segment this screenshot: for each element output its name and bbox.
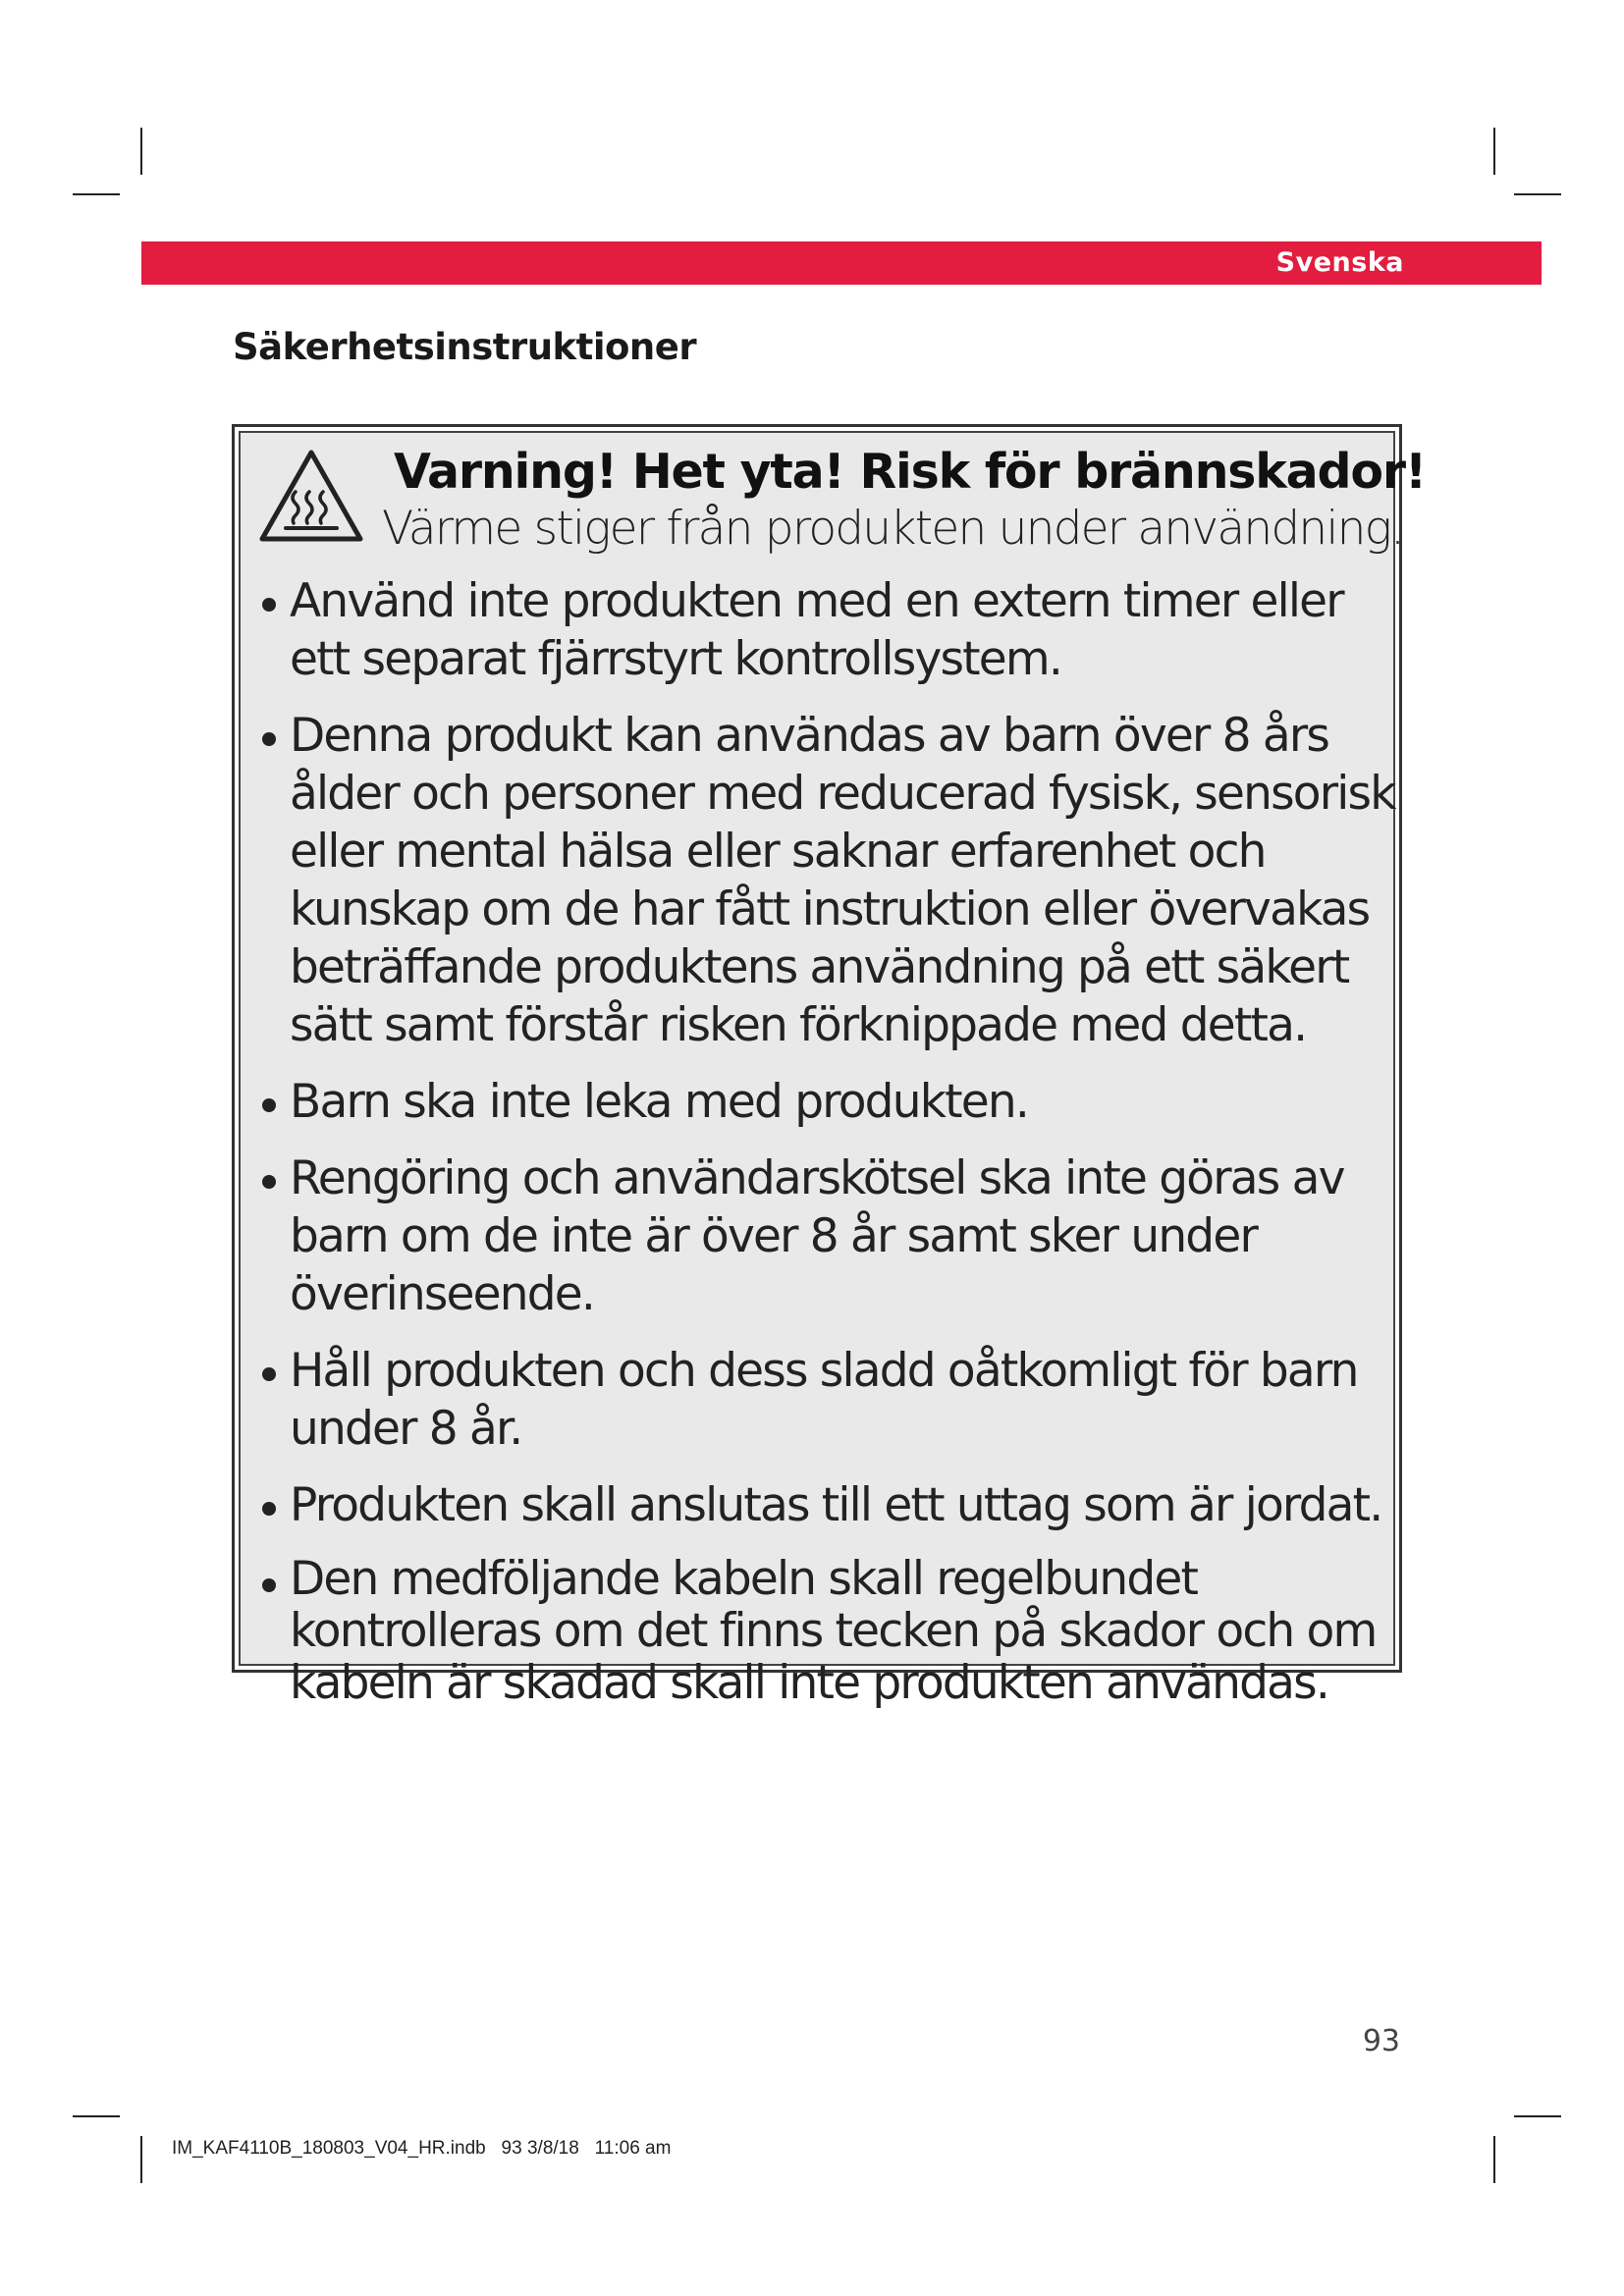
bullet-icon bbox=[262, 732, 276, 746]
bullet-icon bbox=[262, 1578, 276, 1592]
print-slug-file: IM_KAF4110B_180803_V04_HR.indb 93 bbox=[172, 2138, 522, 2159]
language-label: Svenska bbox=[1275, 247, 1404, 278]
list-item-text: Denna produkt kan användas av barn över 8 års ålder och personer med reducerad fysisk, sensorisk eller mental hälsa eller saknar erfarenhet och kunskap om de har fått instruktion eller övervakas beträffande produktens användning på ett säkert sätt samt förstår risken förknippade med detta. bbox=[290, 709, 1395, 1052]
warning-title: Varning! Het yta! Risk för brännskador! bbox=[394, 444, 1426, 500]
hot-surface-warning-icon bbox=[258, 449, 364, 545]
page-number: 93 bbox=[1362, 2024, 1400, 2058]
crop-mark-top-right-vertical bbox=[1493, 128, 1495, 175]
print-slug-date: 3/8/18 11:06 am bbox=[526, 2138, 672, 2159]
list-item-text: Produkten skall anslutas till ett uttag som är jordat. bbox=[290, 1478, 1382, 1532]
list-item bbox=[258, 1073, 1397, 1131]
section-title: Säkerhetsinstruktioner bbox=[233, 326, 697, 368]
warning-subtitle: Värme stiger från produkten under användning. bbox=[382, 502, 1404, 556]
bullet-icon bbox=[262, 1175, 276, 1189]
bullet-icon bbox=[262, 1367, 276, 1381]
crop-mark-bottom-right-horizontal bbox=[1514, 2115, 1561, 2117]
bullet-icon bbox=[262, 598, 276, 612]
list-item bbox=[258, 1149, 1397, 1323]
crop-mark-top-left-vertical bbox=[140, 128, 142, 175]
list-item-text: Den medföljande kabeln skall regelbundet kontrolleras om det finns tecken på skador och om kabeln är skadad skall inte produkten användas. bbox=[290, 1552, 1377, 1710]
list-item-text: Rengöring och användarskötsel ska inte göras av barn om de inte är över 8 år samt sker under överinseende. bbox=[290, 1151, 1344, 1321]
crop-mark-bottom-right-vertical bbox=[1493, 2136, 1495, 2183]
bullet-icon bbox=[262, 1502, 276, 1516]
list-item bbox=[258, 1476, 1397, 1534]
warning-box-inner bbox=[239, 431, 1426, 1710]
list-item-text: Barn ska inte leka med produkten. bbox=[290, 1075, 1028, 1129]
safety-instructions-list bbox=[258, 572, 1397, 1728]
crop-mark-bottom-left-vertical bbox=[140, 2136, 142, 2183]
language-header-bar bbox=[141, 241, 1542, 285]
crop-mark-top-right-horizontal bbox=[1514, 193, 1561, 195]
crop-mark-bottom-left-horizontal bbox=[73, 2115, 120, 2117]
warning-box bbox=[232, 424, 1426, 1710]
list-item bbox=[258, 1342, 1397, 1458]
list-item bbox=[258, 707, 1397, 1054]
list-item-text: Håll produkten och dess sladd oåtkomligt för barn under 8 år. bbox=[290, 1344, 1358, 1456]
crop-mark-top-left-horizontal bbox=[73, 193, 120, 195]
list-item bbox=[258, 1553, 1397, 1709]
print-slug bbox=[172, 2136, 671, 2162]
list-item bbox=[258, 572, 1397, 688]
bullet-icon bbox=[262, 1098, 276, 1112]
list-item-text: Använd inte produkten med en extern timer eller ett separat fjärrstyrt kontrollsystem. bbox=[290, 574, 1343, 686]
